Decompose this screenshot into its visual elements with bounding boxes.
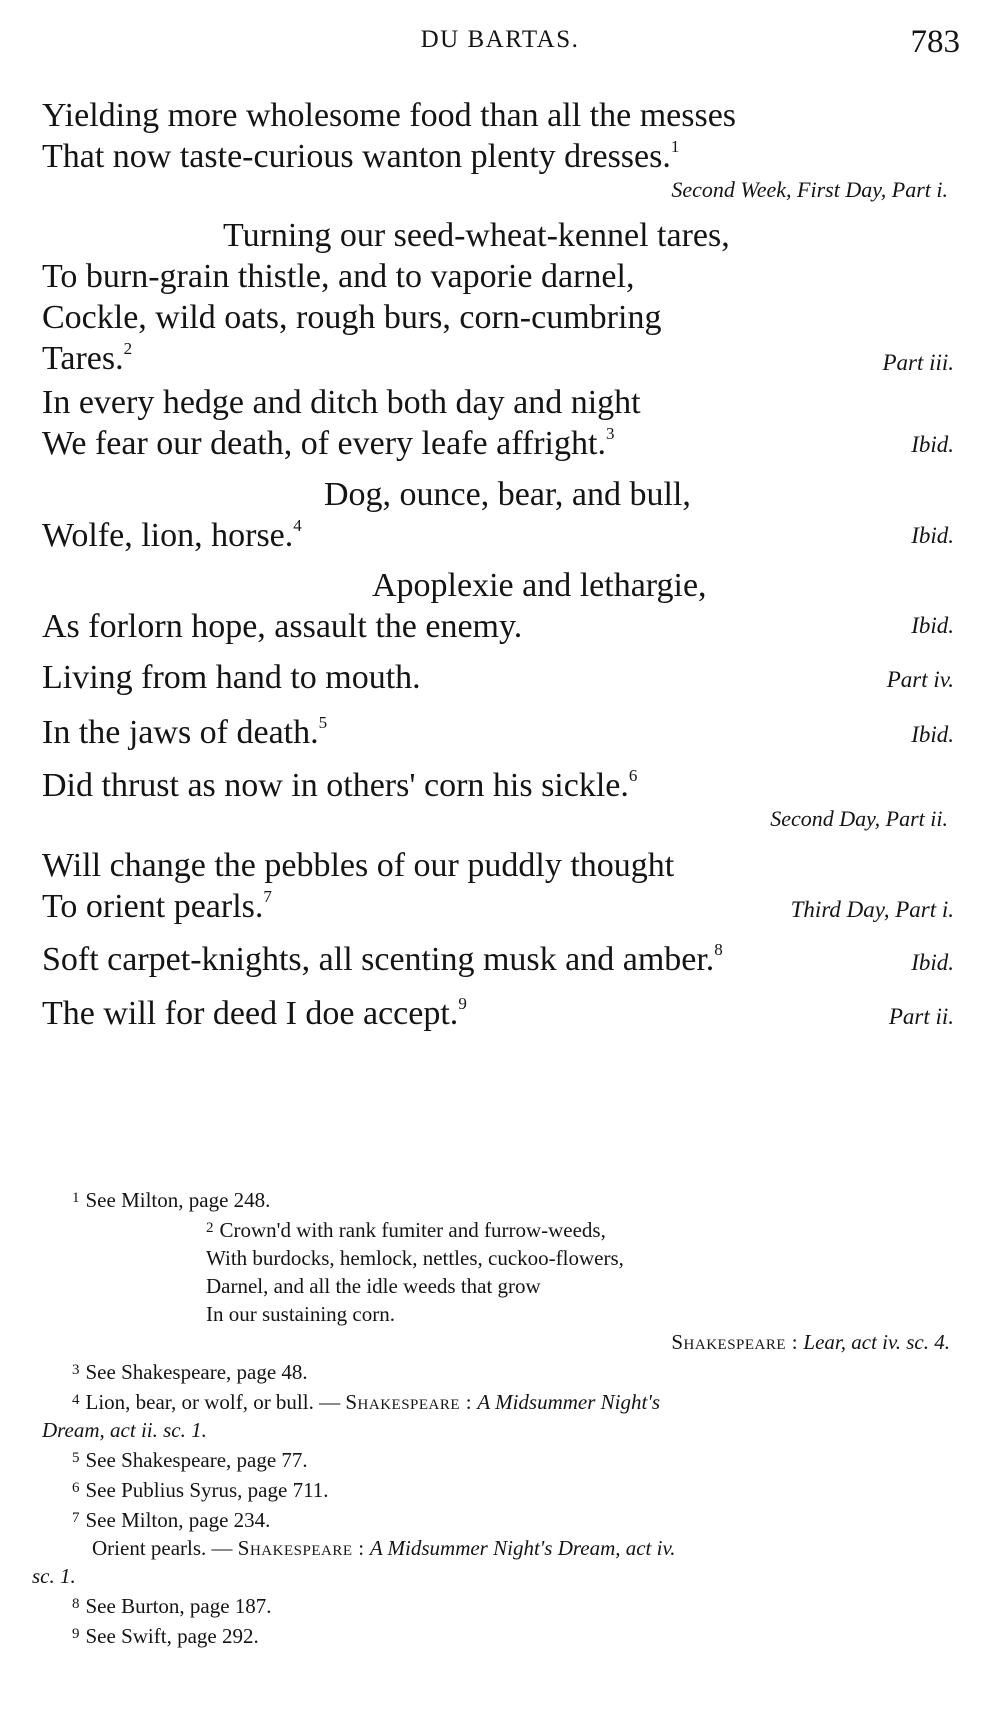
quote-line: As forlorn hope, assault the enemy. (42, 608, 523, 645)
footnote-6 (48, 1474, 958, 1504)
attribution-work: Lear, act iv. sc. 4. (803, 1330, 950, 1354)
footnote-9 (48, 1620, 958, 1650)
footnote-5 (48, 1444, 958, 1474)
source-reference: Part ii. (888, 1004, 954, 1029)
source-reference: Part iii. (882, 350, 954, 375)
quote-line: Yielding more wholesome food than all the messes (42, 97, 737, 134)
quote-line: Did thrust as now in others' corn his sickle. (42, 767, 629, 804)
footnote-marker: 4 (293, 516, 302, 535)
footnote-number: 9 (72, 1626, 80, 1642)
quote-entry-2 (42, 215, 952, 379)
quote-line: Dog, ounce, bear, and bull, (324, 476, 691, 513)
source-reference: Ibid. (911, 950, 954, 975)
quote-line: In every hedge and ditch both day and night (42, 384, 641, 421)
quote-line-with-note (42, 515, 952, 556)
footnote-4-continuation: Dream, act ii. sc. 1. (42, 1418, 207, 1442)
footnote-text: See Milton, page 234. (85, 1508, 271, 1532)
quote-line-with-note (42, 712, 952, 753)
quote-line-with-note (42, 338, 952, 379)
footnote-7 (48, 1504, 958, 1534)
footnote-number: 5 (72, 1450, 80, 1466)
footnote-2-line: In our sustaining corn. (206, 1302, 395, 1326)
footnote-4 (48, 1386, 958, 1416)
footnote-marker: 8 (714, 940, 723, 959)
quote-entry-4 (42, 474, 952, 556)
footnote-text: Crown'd with rank fumiter and furrow-weeds, (219, 1218, 606, 1242)
footnote-2 (48, 1214, 958, 1244)
quote-line: Cockle, wild oats, rough burs, corn-cumbring (42, 299, 662, 336)
quote-line-with-note (42, 423, 952, 464)
attribution-author: Shakespeare : (671, 1330, 799, 1354)
running-header-title: DU BARTAS. (420, 26, 580, 53)
quote-line: Tares. (42, 340, 124, 377)
footnote-7-continuation (48, 1534, 958, 1562)
source-reference: Ibid. (911, 432, 954, 457)
footnotes (32, 1184, 958, 1650)
quote-entry-3 (42, 382, 952, 464)
source-reference: Part iv. (886, 667, 954, 692)
footnote-text: See Shakespeare, page 77. (85, 1448, 308, 1472)
quote-line: The will for deed I doe accept. (42, 995, 459, 1032)
footnote-text: Lion, bear, or wolf, or bull. — (85, 1390, 341, 1414)
attribution-work: A Midsummer Night's (477, 1390, 661, 1414)
footnote-2-attribution (48, 1328, 958, 1356)
footnote-number: 6 (72, 1480, 80, 1496)
quote-line-with-note (42, 136, 952, 177)
footnote-text: See Shakespeare, page 48. (85, 1360, 308, 1384)
footnote-number: 7 (72, 1510, 80, 1526)
footnote-text: See Publius Syrus, page 711. (85, 1478, 329, 1502)
quote-line: We fear our death, of every leafe affright. (42, 425, 606, 462)
quote-line-with-note (42, 765, 952, 806)
quote-line: To orient pearls. (42, 888, 264, 925)
source-reference: Ibid. (911, 722, 954, 747)
footnote-1 (48, 1184, 958, 1214)
attribution-author: Shakespeare : (237, 1536, 365, 1560)
footnote-marker: 3 (605, 424, 615, 443)
quote-line: Apoplexie and lethargie, (372, 567, 707, 604)
quote-entry-11 (42, 993, 952, 1034)
footnote-marker: 7 (263, 887, 272, 906)
source-reference: Second Week, First Day, Part i. (671, 177, 948, 202)
quote-line-with-note (42, 993, 952, 1034)
footnote-number: 2 (206, 1220, 214, 1236)
quote-line: To burn-grain thistle, and to vaporie darnel, (42, 258, 635, 295)
quote-entry-8 (42, 765, 952, 832)
footnote-7-continuation: sc. 1. (32, 1564, 76, 1588)
quote-line: Will change the pebbles of our puddly thought (42, 847, 675, 884)
footnote-number: 3 (72, 1362, 80, 1378)
quote-entry-1 (42, 95, 952, 203)
quote-entry-7 (42, 712, 952, 753)
quote-line: That now taste-curious wanton plenty dresses. (42, 138, 671, 175)
footnote-marker: 9 (458, 994, 467, 1013)
quote-line: Living from hand to mouth. (42, 659, 421, 696)
attribution-author: Shakespeare : (345, 1390, 473, 1414)
footnote-text: See Burton, page 187. (85, 1594, 272, 1618)
source-reference: Third Day, Part i. (790, 897, 954, 922)
footnote-number: 4 (72, 1392, 80, 1408)
attribution-work: A Midsummer Night's Dream, act iv. (369, 1536, 676, 1560)
footnote-marker: 2 (123, 339, 133, 358)
quote-line: Soft carpet-knights, all scenting musk and amber. (42, 941, 715, 978)
footnote-3 (48, 1356, 958, 1386)
footnote-text: Orient pearls. — (92, 1536, 233, 1560)
page-number: 783 (910, 24, 960, 60)
footnote-marker: 6 (628, 766, 638, 785)
quote-line: Wolfe, lion, horse. (42, 517, 294, 554)
footnote-8 (48, 1590, 958, 1620)
source-reference: Second Day, Part ii. (770, 806, 948, 831)
quote-entry-6 (42, 657, 952, 698)
source-reference: Ibid. (911, 613, 954, 638)
footnote-2-line: Darnel, and all the idle weeds that grow (206, 1274, 541, 1298)
footnote-text: See Milton, page 248. (85, 1188, 271, 1212)
source-reference: Ibid. (911, 523, 954, 548)
footnote-marker: 1 (670, 137, 680, 156)
quote-entry-10 (42, 939, 952, 980)
footnote-marker: 5 (318, 713, 328, 732)
footnote-2-line: With burdocks, hemlock, nettles, cuckoo-flowers, (206, 1246, 624, 1270)
footnote-text: See Swift, page 292. (85, 1624, 259, 1648)
quote-entry-5 (42, 565, 952, 647)
footnote-number: 1 (72, 1190, 80, 1206)
quote-line: Turning our seed-wheat-kennel tares, (223, 217, 730, 254)
quote-line: In the jaws of death. (42, 714, 319, 751)
footnote-number: 8 (72, 1596, 80, 1612)
quote-line-with-note (42, 939, 952, 980)
